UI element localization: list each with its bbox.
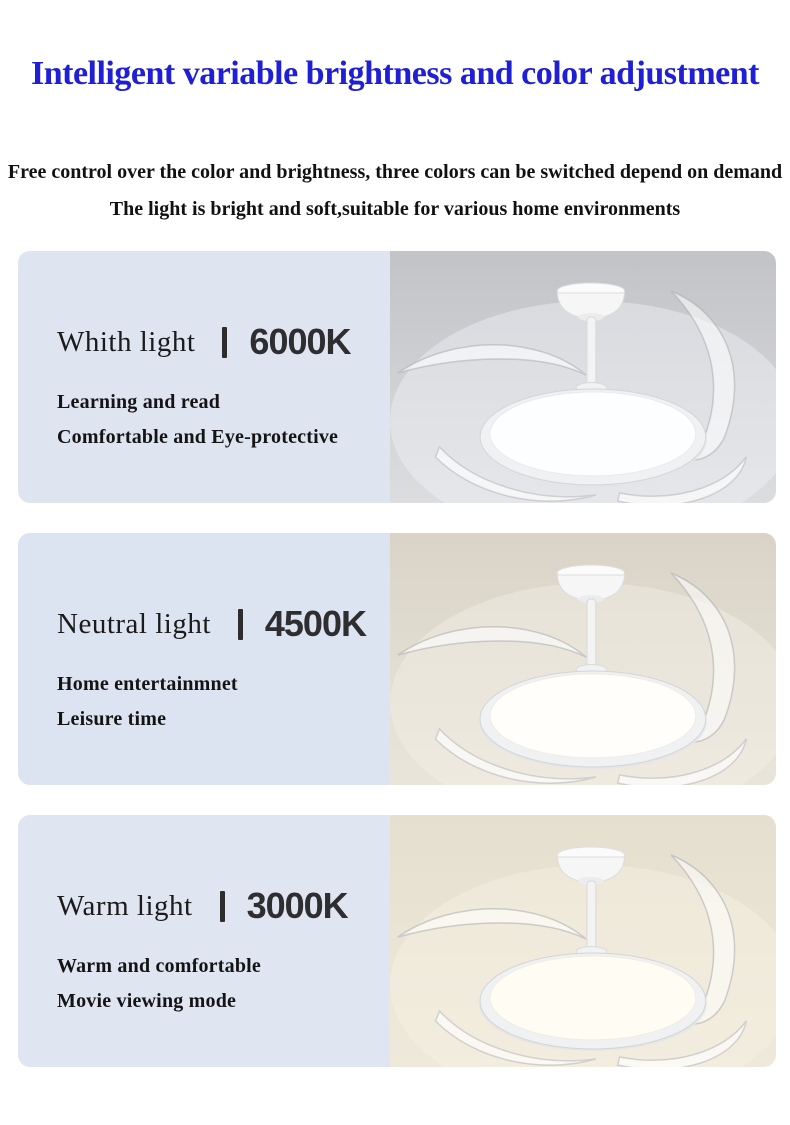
mode-description-line: Warm and comfortable [57, 955, 261, 978]
ceiling-fan-photo-warm [390, 815, 776, 1067]
mode-card-list [18, 251, 776, 1067]
mode-description-line: Leisure time [57, 708, 167, 731]
mode-card-text-panel [18, 533, 390, 785]
mode-card-neutral-light [18, 533, 776, 785]
mode-card-white-light [18, 251, 776, 503]
light-disc [490, 674, 696, 758]
subtitle-line-1: Free control over the color and brightness, three colors can be switched depend on demand [7, 161, 783, 184]
color-temperature-value: 3000K [246, 885, 348, 927]
mode-name: Warm light [57, 889, 193, 922]
mode-name: Whith light [57, 325, 196, 358]
mode-card-warm-light [18, 815, 776, 1067]
page-title: Intelligent variable brightness and color adjustment [30, 55, 759, 92]
mode-description-line: Learning and read [57, 391, 221, 414]
ceiling-fan-photo-neutral [390, 533, 776, 785]
mode-description-line: Home entertainmnet [57, 673, 238, 696]
divider-bar-icon [238, 609, 243, 640]
mode-card-text-panel [18, 815, 390, 1067]
mode-card-text-panel [18, 251, 390, 503]
mode-heading [57, 321, 390, 363]
color-temperature-value: 4500K [264, 603, 366, 645]
ceiling-fan-photo-white [390, 251, 776, 503]
mode-heading [57, 603, 390, 645]
mode-description-line: Comfortable and Eye-protective [57, 426, 339, 449]
light-disc [490, 956, 696, 1040]
mode-name: Neutral light [57, 607, 211, 640]
mode-heading [57, 885, 390, 927]
divider-bar-icon [222, 327, 227, 358]
divider-bar-icon [220, 891, 225, 922]
light-disc [490, 392, 696, 476]
mode-description-line: Movie viewing mode [57, 990, 237, 1013]
color-temperature-value: 6000K [249, 321, 351, 363]
subtitle-line-2: The light is bright and soft,suitable for various home environments [109, 198, 681, 221]
